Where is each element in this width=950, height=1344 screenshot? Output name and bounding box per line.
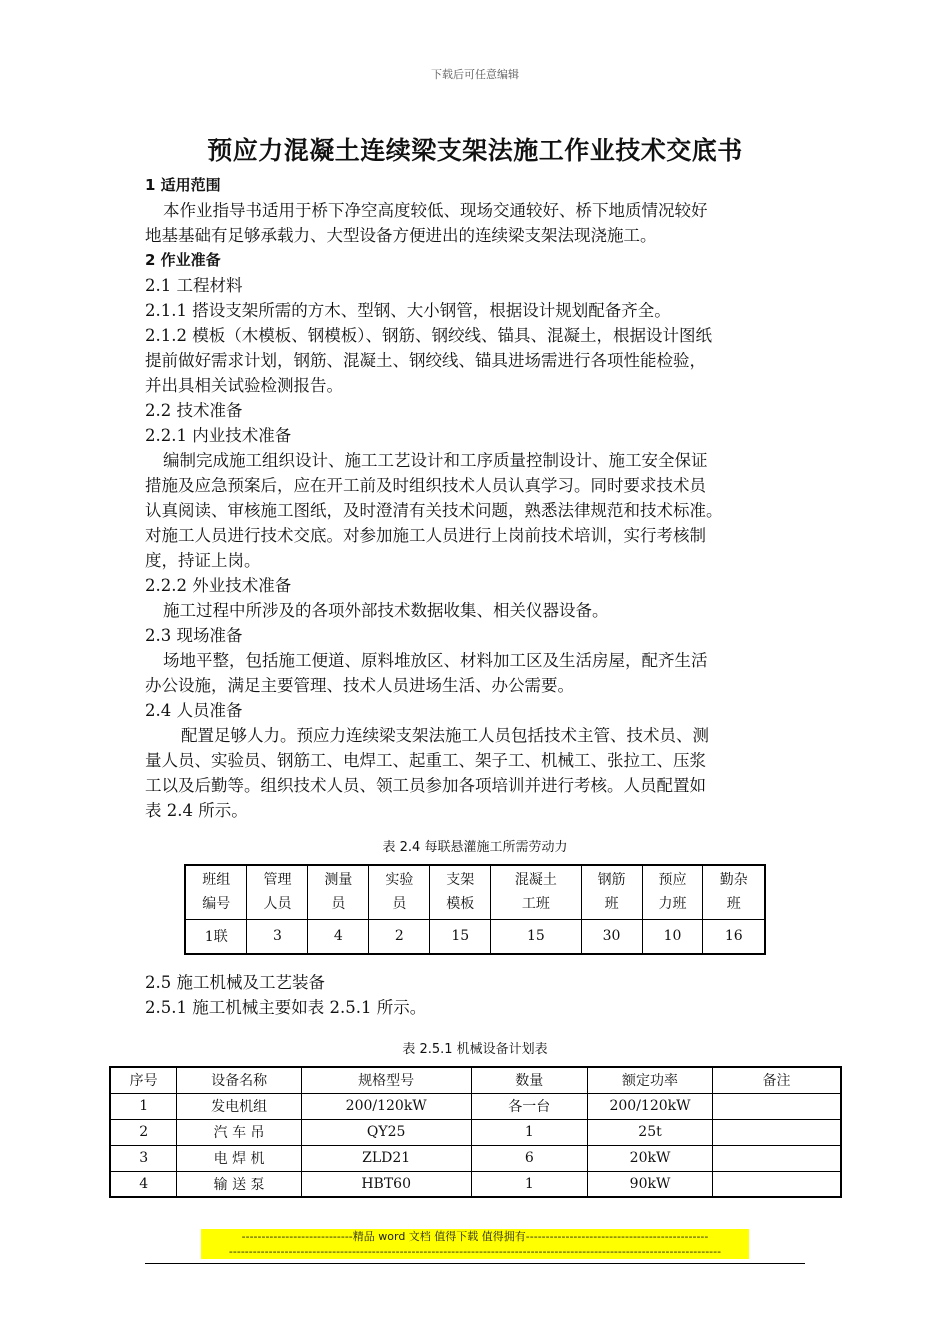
- table-row: [185, 919, 765, 954]
- header-note: 下载后可任意编辑: [431, 68, 519, 81]
- table-header-cell: 备注: [712, 1067, 841, 1093]
- paragraph-line: 量人员、实验员、钢筋工、电焊工、起重工、架子工、机械工、张拉工、压浆: [145, 751, 706, 770]
- paragraph-line: 度，持证上岗。: [145, 551, 261, 570]
- footer-banner-line: ----------------------------------------------------------------------------------------------------------------------------: [228, 1245, 722, 1258]
- table-cell: [712, 1119, 841, 1145]
- table-cell: 电 焊 机: [177, 1145, 302, 1171]
- paragraph-line: 2.5.1 施工机械主要如表 2.5.1 所示。: [145, 998, 427, 1017]
- paragraph-line: 场地平整，包括施工便道、原料堆放区、材料加工区及生活房屋，配齐生活: [163, 651, 708, 670]
- labor-table: [184, 864, 766, 955]
- table-header-cell: 支架 模板: [430, 865, 491, 919]
- table-row: [110, 1171, 841, 1197]
- paragraph-line: 配置足够人力。预应力连续梁支架法施工人员包括技术主管、技术员、测: [181, 726, 709, 745]
- table-cell: 输 送 泵: [177, 1171, 302, 1197]
- table-cell: 1: [110, 1093, 177, 1119]
- table-cell: 发电机组: [177, 1093, 302, 1119]
- table-cell: 汽 车 吊: [177, 1119, 302, 1145]
- paragraph-line: 办公设施，满足主要管理、技术人员进场生活、办公需要。: [145, 676, 574, 695]
- table-cell: 15: [430, 919, 491, 954]
- table-header-cell: 规格型号: [301, 1067, 471, 1093]
- labor-table-caption: 表 2.4 每联悬灌施工所需劳动力: [382, 840, 568, 855]
- equipment-table-caption: 表 2.5.1 机械设备计划表: [402, 1042, 548, 1057]
- table-header-cell: 实验 员: [369, 865, 430, 919]
- subsection-heading: 2.3 现场准备: [145, 626, 243, 645]
- table-cell: 各一台: [471, 1093, 588, 1119]
- subsection-heading: 2.2.2 外业技术准备: [145, 576, 292, 595]
- table-cell: QY25: [301, 1119, 471, 1145]
- table-header-cell: 设备名称: [177, 1067, 302, 1093]
- subsection-heading: 2.1 工程材料: [145, 276, 243, 295]
- table-header-cell: 额定功率: [588, 1067, 713, 1093]
- table-cell: 2: [369, 919, 430, 954]
- footer-banner-line: ----------------------------精品 word 文档 值得下载 值得拥有----------------------------------------------: [241, 1230, 709, 1243]
- table-header-cell: 班组 编号: [185, 865, 247, 919]
- table-header-row: [185, 865, 765, 919]
- table-cell: 15: [491, 919, 581, 954]
- table-header-cell: 预应 力班: [642, 865, 703, 919]
- table-cell: 1: [471, 1119, 588, 1145]
- paragraph-line: 认真阅读、审核施工图纸，及时澄清有关技术问题，熟悉法律规范和技术标准。: [145, 501, 723, 520]
- paragraph-line: 对施工人员进行技术交底。对参加施工人员进行上岗前技术培训，实行考核制: [145, 526, 706, 545]
- paragraph-line: 表 2.4 所示。: [145, 801, 248, 820]
- table-row: [110, 1145, 841, 1171]
- table-header-row: [110, 1067, 841, 1093]
- table-cell: 4: [308, 919, 369, 954]
- section-heading-1: 1 适用范围: [145, 176, 221, 194]
- table-cell: 90kW: [588, 1171, 713, 1197]
- table-header-cell: 管理 人员: [247, 865, 308, 919]
- paragraph-line: 编制完成施工组织设计、施工工艺设计和工序质量控制设计、施工安全保证: [163, 451, 708, 470]
- footer-divider: [145, 1263, 805, 1264]
- table-header-cell: 勤杂 班: [703, 865, 765, 919]
- table-cell: 200/120kW: [588, 1093, 713, 1119]
- table-cell: ZLD21: [301, 1145, 471, 1171]
- subsection-heading: 2.4 人员准备: [145, 701, 243, 720]
- table-cell: 1联: [185, 919, 247, 954]
- table-cell: 3: [110, 1145, 177, 1171]
- paragraph-line: 2.1.2 模板（木模板、钢模板）、钢筋、钢绞线、锚具、混凝土，根据设计图纸: [145, 326, 712, 345]
- table-cell: 25t: [588, 1119, 713, 1145]
- table-cell: 3: [247, 919, 308, 954]
- table-cell: 200/120kW: [301, 1093, 471, 1119]
- document-title: 预应力混凝土连续梁支架法施工作业技术交底书: [207, 136, 743, 165]
- equipment-table: [109, 1066, 842, 1198]
- table-cell: 30: [581, 919, 642, 954]
- table-row: [110, 1093, 841, 1119]
- table-header-cell: 测量 员: [308, 865, 369, 919]
- table-cell: 1: [471, 1171, 588, 1197]
- paragraph-line: 提前做好需求计划，钢筋、混凝土、钢绞线、锚具进场需进行各项性能检验，: [145, 351, 706, 370]
- subsection-heading: 2.2 技术准备: [145, 401, 243, 420]
- paragraph-line: 措施及应急预案后，应在开工前及时组织技术人员认真学习。同时要求技术员: [145, 476, 706, 495]
- table-cell: 6: [471, 1145, 588, 1171]
- subsection-heading: 2.2.1 内业技术准备: [145, 426, 292, 445]
- table-cell: 10: [642, 919, 703, 954]
- table-cell: 4: [110, 1171, 177, 1197]
- paragraph-line: 地基基础有足够承载力、大型设备方便进出的连续梁支架法现浇施工。: [145, 226, 657, 245]
- paragraph-line: 工以及后勤等。组织技术人员、领工员参加各项培训并进行考核。人员配置如: [145, 776, 706, 795]
- section-heading-2: 2 作业准备: [145, 251, 221, 269]
- table-cell: 20kW: [588, 1145, 713, 1171]
- table-cell: 2: [110, 1119, 177, 1145]
- table-header-cell: 钢筋 班: [581, 865, 642, 919]
- document-body-continued: [145, 970, 825, 1020]
- table-header-cell: 数量: [471, 1067, 588, 1093]
- table-cell: 16: [703, 919, 765, 954]
- table-header-cell: 混凝土 工班: [491, 865, 581, 919]
- table-cell: [712, 1171, 841, 1197]
- paragraph-line: 2.1.1 搭设支架所需的方木、型钢、大小钢管，根据设计规划配备齐全。: [145, 301, 671, 320]
- table-row: [110, 1119, 841, 1145]
- table-cell: HBT60: [301, 1171, 471, 1197]
- paragraph-line: 施工过程中所涉及的各项外部技术数据收集、相关仪器设备。: [163, 601, 609, 620]
- table-cell: [712, 1145, 841, 1171]
- table-cell: [712, 1093, 841, 1119]
- subsection-heading: 2.5 施工机械及工艺装备: [145, 973, 325, 992]
- table-header-cell: 序号: [110, 1067, 177, 1093]
- footer-banner: [201, 1229, 749, 1259]
- paragraph-line: 本作业指导书适用于桥下净空高度较低、现场交通较好、桥下地质情况较好: [163, 201, 708, 220]
- paragraph-line: 并出具相关试验检测报告。: [145, 376, 343, 395]
- document-body: [145, 173, 825, 823]
